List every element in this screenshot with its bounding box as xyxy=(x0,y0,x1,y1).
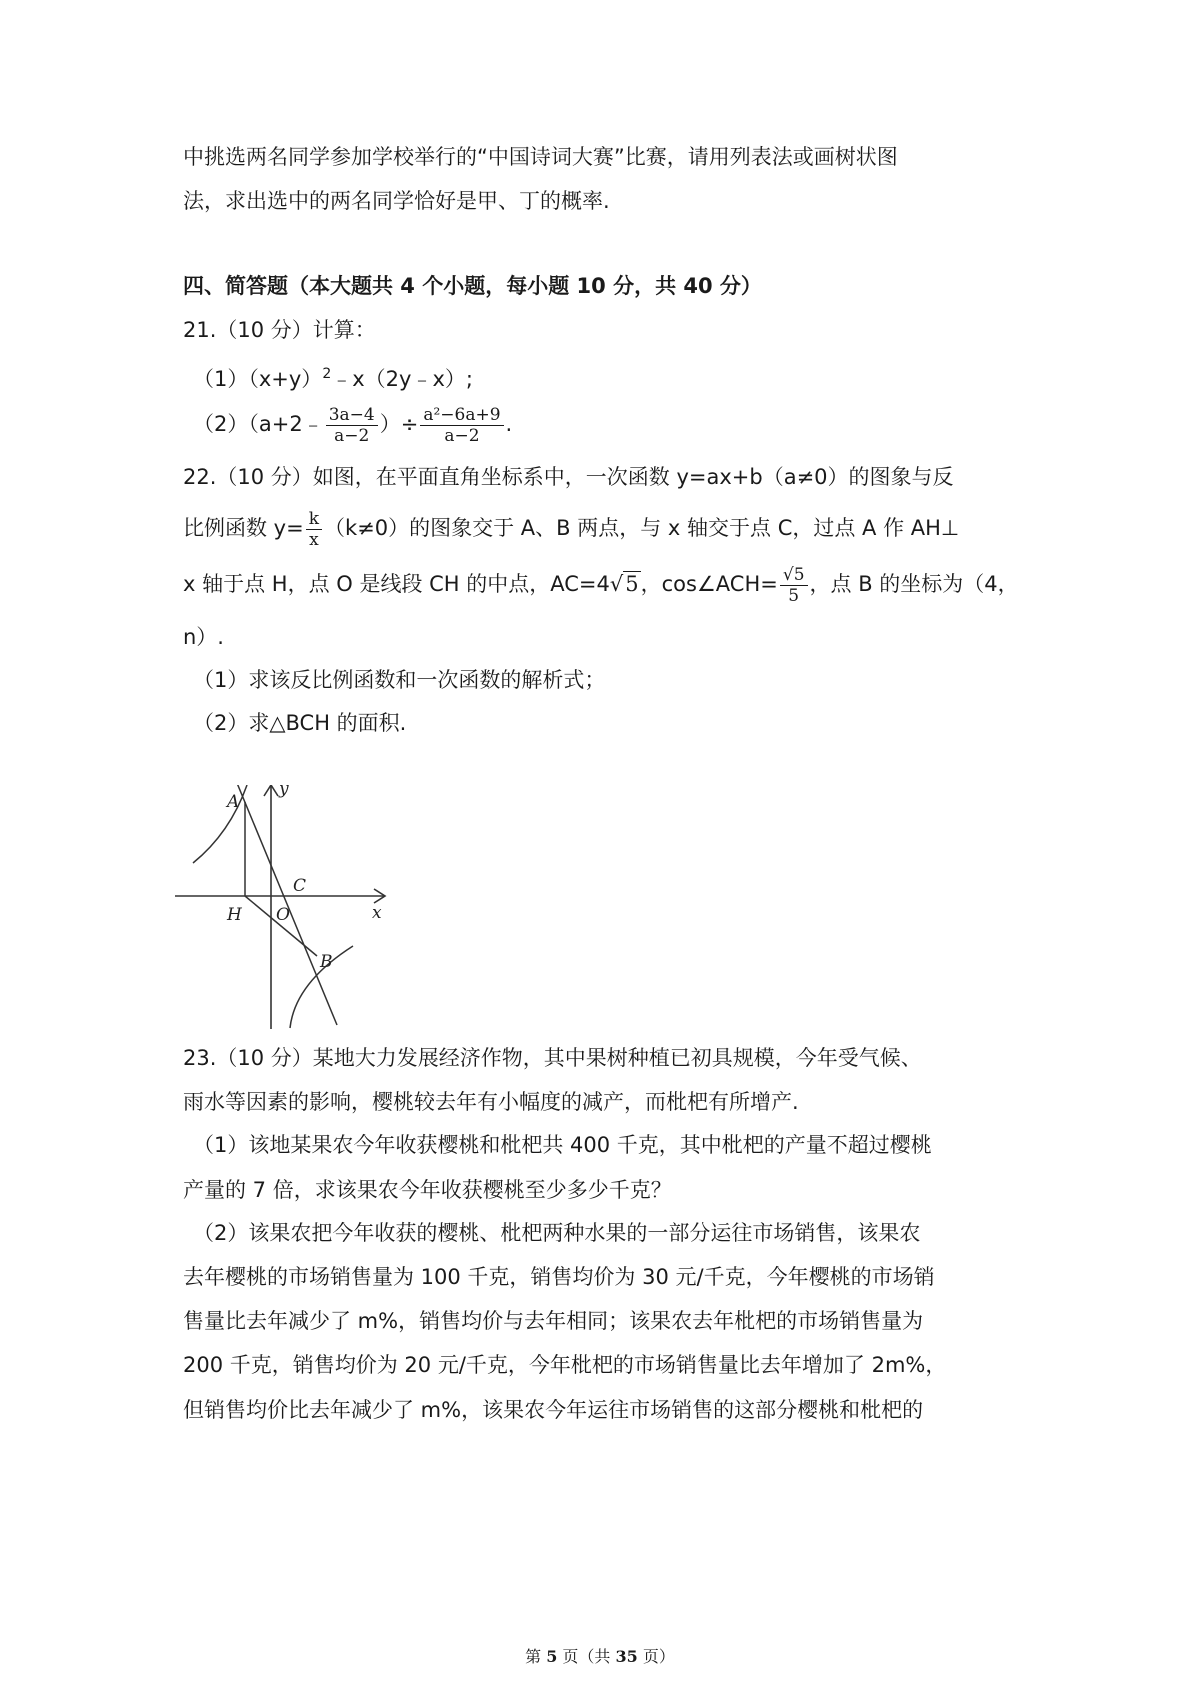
q22-part2: （2）求△BCH 的面积. xyxy=(193,711,407,735)
q23-part2-line-3: 售量比去年减少了 m%，销售均价与去年相同；该果农去年枇杷的市场销售量为 xyxy=(183,1309,924,1333)
q21-fraction-2 xyxy=(420,405,503,446)
q23-part1-line-2: 产量的 7 倍，求该果农今年收获樱桃至少多少千克？ xyxy=(183,1178,672,1202)
coordinate-figure xyxy=(175,785,405,1030)
footer-middle: 页（共 xyxy=(562,1647,611,1666)
footer-suffix: 页） xyxy=(642,1647,675,1666)
q23-line-1: 23.（10 分）某地大力发展经济作物，其中果树种植已初具规模，今年受气候、 xyxy=(183,1046,922,1070)
label-y: y xyxy=(279,785,289,799)
q22-fraction-numerator: k xyxy=(306,509,322,530)
q22-line-3-b: ，cos∠ACH= xyxy=(640,572,778,596)
q21-head: 21.（10 分）计算： xyxy=(183,318,376,342)
label-a: A xyxy=(227,792,240,812)
q22-line-3-c: ，点 B 的坐标为（4， xyxy=(809,572,1019,596)
label-c: C xyxy=(293,876,307,896)
q23-part2-line-1: （2）该果农把今年收获的樱桃、枇杷两种水果的一部分运往市场销售，该果农 xyxy=(193,1221,921,1245)
q22-fraction-k-over-x xyxy=(306,509,322,550)
q22-fraction-cos-numerator: √5 xyxy=(780,565,808,586)
intro-line-2: 法，求出选中的两名同学恰好是甲、丁的概率. xyxy=(183,189,610,213)
q21-fraction-1-numerator: 3a−4 xyxy=(326,405,378,426)
q21-part2 xyxy=(193,402,512,446)
q21-fraction-2-numerator: a²−6a+9 xyxy=(420,405,503,426)
footer-page-number: 5 xyxy=(546,1647,558,1666)
q23-line-2: 雨水等因素的影响，樱桃较去年有小幅度的减产，而枇杷有所增产. xyxy=(183,1090,799,1114)
q22-sqrt-radicand: 5 xyxy=(625,572,639,596)
q21-part1-a: （1）（x+y） xyxy=(193,367,323,391)
q22-line-3-a: x 轴于点 H，点 O 是线段 CH 的中点，AC=4 xyxy=(183,572,610,596)
q21-fraction-1 xyxy=(326,405,378,446)
q22-fraction-cos-denominator: 5 xyxy=(788,585,800,606)
q22-line-1: 22.（10 分）如图，在平面直角坐标系中，一次函数 y=ax+b（a≠0）的图象与反 xyxy=(183,465,954,489)
q21-part1-b: ﹣x（2y﹣x）; xyxy=(331,367,473,391)
q23-part2-line-2: 去年樱桃的市场销售量为 100 千克，销售均价为 30 元/千克，今年樱桃的市场销 xyxy=(183,1265,935,1289)
label-x: x xyxy=(372,903,382,923)
intro-line-1: 中挑选两名同学参加学校举行的“中国诗词大赛”比赛，请用列表法或画树状图 xyxy=(183,145,898,169)
q23-part1-line-1: （1）该地某果农今年收获樱桃和枇杷共 400 千克，其中枇杷的产量不超过樱桃 xyxy=(193,1133,932,1157)
q23-part2-line-5: 但销售均价比去年减少了 m%，该果农今年运往市场销售的这部分樱桃和枇杷的 xyxy=(183,1398,924,1422)
q23-part2-line-4: 200 千克，销售均价为 20 元/千克，今年枇杷的市场销售量比去年增加了 2m%， xyxy=(183,1353,947,1377)
q22-fraction-cos xyxy=(780,565,808,606)
q22-line-2-a: 比例函数 y= xyxy=(183,516,304,540)
q22-part1: （1）求该反比例函数和一次函数的解析式； xyxy=(193,668,606,692)
q22-line-2-b: （k≠0）的图象交于 A、B 两点，与 x 轴交于点 C，过点 A 作 AH⊥ xyxy=(324,516,960,540)
q22-sqrt: √5 xyxy=(609,572,639,596)
q22-line-2 xyxy=(183,506,959,550)
q21-fraction-2-denominator: a−2 xyxy=(444,425,480,446)
q21-part2-b: ）÷ xyxy=(379,412,419,436)
page-footer xyxy=(0,1644,1200,1667)
q21-part2-c: . xyxy=(505,412,513,436)
section-title: 四、简答题（本大题共 4 个小题，每小题 10 分，共 40 分） xyxy=(183,274,762,298)
label-o: O xyxy=(276,905,290,925)
q21-part1-exponent: 2 xyxy=(322,366,332,382)
q21-part2-a: （2）（a+2﹣ xyxy=(193,412,324,436)
footer-total-pages: 35 xyxy=(615,1647,638,1666)
q22-line-4: n）. xyxy=(183,625,224,649)
footer-prefix: 第 xyxy=(525,1647,542,1666)
q22-fraction-denominator: x xyxy=(309,529,319,550)
label-b: B xyxy=(320,952,333,972)
q21-part1 xyxy=(193,359,473,394)
q22-line-3 xyxy=(183,562,1019,606)
label-h: H xyxy=(227,905,242,925)
q21-fraction-1-denominator: a−2 xyxy=(334,425,370,446)
